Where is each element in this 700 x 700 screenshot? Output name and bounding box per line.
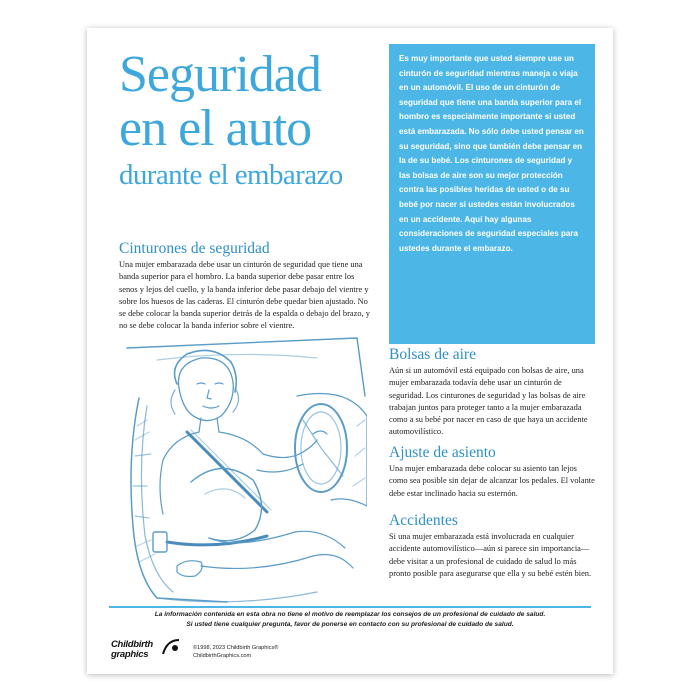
title-line-2: en el auto xyxy=(119,100,312,157)
section-body: Aún si un automóvil está equipado con bolsas de aire, una mujer embarazada todavía debe usar un cinturón de seguridad. Los cinturones de seguridad y las bolsas de aire trabajan juntos para proteger tanto a la mujer embarazada como a su bebé por nacer en caso de que haya un accidente automovilístico. xyxy=(389,366,588,437)
section-body: Una mujer embarazada debe colocar su asiento tan lejos como sea posible sin dejar de alcanzar los pedales. El volante debe estar inclinado hacia su esternón. xyxy=(389,464,595,498)
section-ajuste xyxy=(389,444,595,500)
logo-line-1: Childbirth xyxy=(111,639,153,650)
intro-box: Es muy importante que usted siempre use un cinturón de seguridad mientras maneja o viaja en un automóvil. El uso de un cinturón de seguridad que tiene una banda superior para el hombro es especialmente importante si usted está embarazada. No sólo debe usted pensar en su seguridad, sino que también debe pensar en la de su bebé. Los cinturones de seguridad y las bolsas de aire son su mejor protección contra las posibles heridas de usted o de su bebé por nacer si ustedes están involucrados en un accidente. Aquí hay algunas consideraciones de seguridad especiales para ustedes durante el embarazo. xyxy=(389,44,595,344)
section-heading: Cinturones de seguridad xyxy=(119,240,270,257)
section-accidentes xyxy=(389,512,595,580)
section-body: Si una mujer embarazada está involucrada en cualquier accidente automovilístico—aún si parece sin importancia—debe visitar a un profesional de cuidado de salud lo más pronto posible para asegurarse que ella y su bebé estén bien. xyxy=(389,532,592,578)
section-body: Una mujer embarazada debe usar un cinturón de seguridad que tiene una banda superior para el hombro. La banda superior debe pasar entre los senos y lejos del cuello, y la banda inferior debe pasar debajo del vientre y sobre los huesos de las caderas. El cinturón debe quedar bien ajustado. No se debe colocar la banda superior detrás de la espalda o debajo del brazo, y no se debe colocar la banda inferior sobre el vientre. xyxy=(119,260,370,331)
pregnant-driver-illustration xyxy=(117,336,367,606)
copyright-text: ©1998, 2023 Childbirth Graphics® xyxy=(193,645,279,651)
section-heading: Bolsas de aire xyxy=(389,346,476,363)
website-text: ChildbirthGraphics.com xyxy=(193,653,252,659)
page-subtitle: durante el embarazo xyxy=(119,159,343,191)
section-heading: Accidentes xyxy=(389,512,458,529)
childbirth-graphics-logo xyxy=(111,638,185,666)
section-cinturones xyxy=(119,240,371,333)
logo-line-2: graphics xyxy=(111,648,149,660)
disclaimer-line-1: La información contenida en esta obra no tiene el motivo de reemplazar los consejos de un profesional de cuidado de salud. xyxy=(154,611,546,618)
logo-mark-icon xyxy=(161,638,181,656)
page-title xyxy=(119,48,369,192)
disclaimer-line-2: Si usted tiene cualquier pregunta, favor de ponerse en contacto con su profesional de cuidado de salud. xyxy=(186,621,514,628)
section-heading: Ajuste de asiento xyxy=(389,444,496,461)
handout-sheet xyxy=(87,28,613,674)
footer-divider xyxy=(109,606,591,608)
disclaimer xyxy=(109,610,591,630)
title-line-1: Seguridad xyxy=(119,46,321,103)
copyright xyxy=(193,644,278,660)
section-bolsas xyxy=(389,346,595,439)
